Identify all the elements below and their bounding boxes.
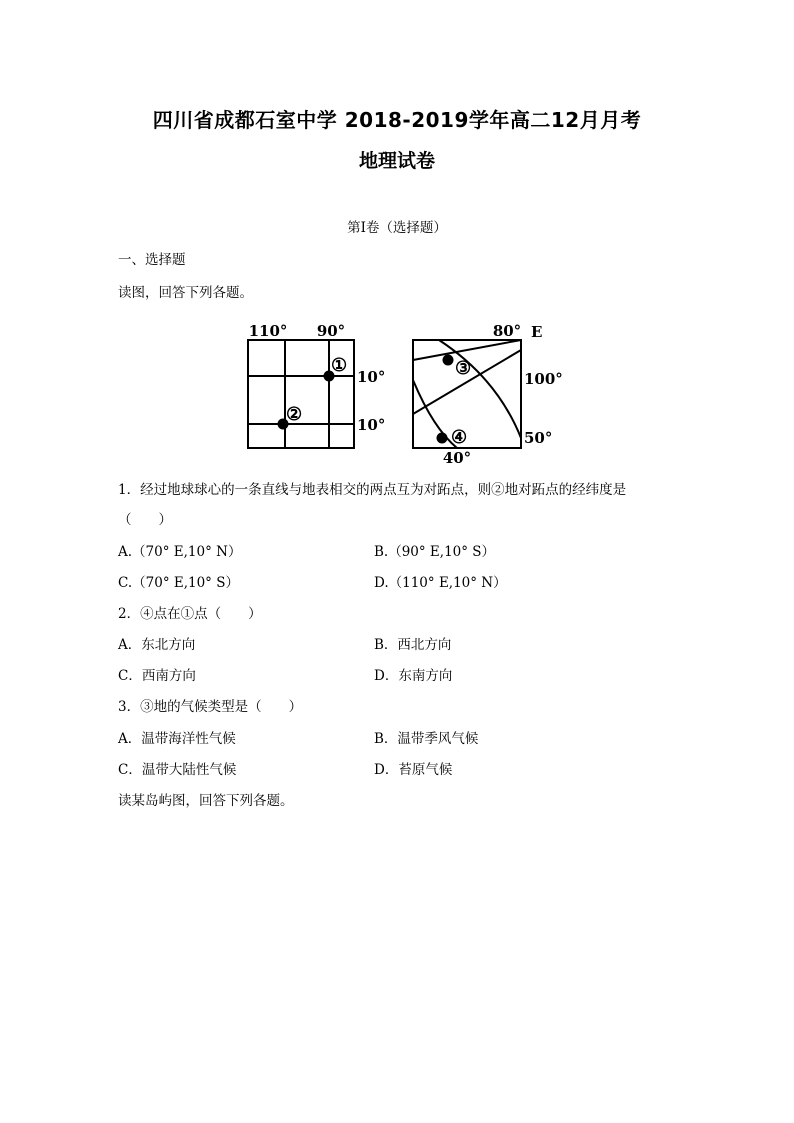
lat-50-label: 50° <box>524 429 553 447</box>
question-2-option-c: C．西南方向 <box>118 668 196 684</box>
point-4-marker <box>437 433 448 444</box>
question-3-option-c: C．温带大陆性气候 <box>118 762 237 778</box>
question-3-option-a: A．温带海洋性气候 <box>118 731 236 747</box>
lat-10-lower-label: 10° <box>357 416 386 434</box>
point-3-marker <box>443 355 454 366</box>
question-3-option-b: B．温带季风气候 <box>374 731 479 747</box>
question-1-option-a: A.（70° E,10° N） <box>118 544 242 560</box>
question-1-stem-cont: （ ） <box>118 512 172 528</box>
lon-40-label: 40° <box>442 449 472 466</box>
section-title: 第I卷（选择题） <box>347 220 447 236</box>
point-1-label: ① <box>331 355 348 376</box>
question-2-stem: 2．④点在①点（ ） <box>118 606 262 622</box>
question-3-stem: 3．③地的气候类型是（ ） <box>118 699 303 715</box>
lon-80-label: 80° <box>492 322 522 340</box>
document-title: 四川省成都石室中学 2018-2019学年高二12月月考 <box>152 108 642 132</box>
point-3-label: ③ <box>455 358 472 379</box>
point-4-label: ④ <box>451 427 468 448</box>
part-heading: 一、选择题 <box>118 252 186 268</box>
intro-text-2: 读某岛屿图，回答下列各题。 <box>118 793 294 809</box>
document-subtitle: 地理试卷 <box>358 150 435 172</box>
question-1-option-c: C.（70° E,10° S） <box>118 575 239 591</box>
question-3-option-d: D．苔原气候 <box>374 762 453 778</box>
map-figure <box>235 316 563 466</box>
question-2-option-d: D．东南方向 <box>374 668 453 684</box>
point-2-label: ② <box>286 404 303 425</box>
lon-110-label: 110° <box>248 322 288 340</box>
intro-text: 读图，回答下列各题。 <box>118 285 253 301</box>
question-1-option-b: B.（90° E,10° S） <box>374 544 496 560</box>
question-2-option-b: B．西北方向 <box>374 637 452 653</box>
question-1-option-d: D.（110° E,10° N） <box>374 575 507 591</box>
lat-10-upper-label: 10° <box>357 368 386 386</box>
question-2-option-a: A．东北方向 <box>118 637 196 653</box>
question-1-stem: 1．经过地球球心的一条直线与地表相交的两点互为对跖点，则②地对跖点的经纬度是 <box>118 482 627 498</box>
lat-100-label: 100° <box>524 370 563 388</box>
lon-90-label: 90° <box>316 322 346 340</box>
east-label: E <box>531 323 543 341</box>
